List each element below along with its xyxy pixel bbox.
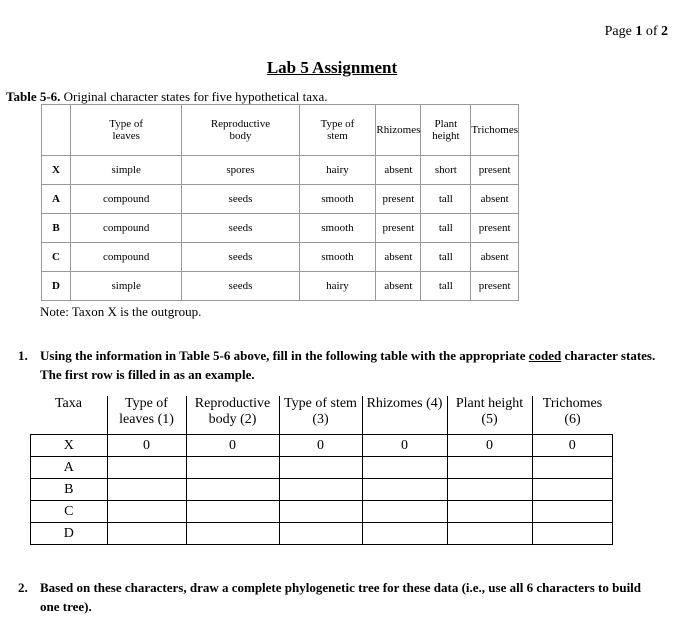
table1-header-cell: Type of leaves <box>71 105 182 156</box>
question-2-text: Based on these characters, draw a complete phylogenetic tree for these data (i.e., use all 6 characters to build one tree). <box>40 580 642 614</box>
table1-cell: tall <box>421 185 471 214</box>
table2-cell[interactable] <box>532 523 613 545</box>
table2-header-cell: Trichomes (6) <box>532 396 613 435</box>
table2-header-cell: Taxa <box>31 396 108 435</box>
table2-cell[interactable] <box>362 457 447 479</box>
table2-cell[interactable] <box>532 479 613 501</box>
table2-row <box>31 501 613 523</box>
table2-row <box>31 523 613 545</box>
table2-cell[interactable]: 0 <box>532 435 613 457</box>
question-2-number: 2. <box>18 580 28 595</box>
table2-cell[interactable] <box>279 479 362 501</box>
table2-cell[interactable] <box>186 523 279 545</box>
taxon-label: A <box>31 457 108 479</box>
table1-row <box>42 214 519 243</box>
table2-cell[interactable] <box>362 501 447 523</box>
taxon-label: B <box>42 214 71 243</box>
character-states-table <box>41 104 519 301</box>
table1-cell: compound <box>71 185 182 214</box>
question-1 <box>18 346 658 384</box>
taxon-label: C <box>42 243 71 272</box>
table2-row <box>31 457 613 479</box>
table1-cell: absent <box>471 243 519 272</box>
table1-cell: absent <box>376 156 421 185</box>
question-2 <box>18 578 658 616</box>
table1-cell: simple <box>71 156 182 185</box>
table2-cell[interactable] <box>532 501 613 523</box>
table1-header-cell: Trichomes <box>471 105 519 156</box>
taxon-label: X <box>31 435 108 457</box>
table1-cell: hairy <box>299 156 376 185</box>
table2-cell[interactable] <box>107 479 186 501</box>
table2-header-cell: Rhizomes (4) <box>362 396 447 435</box>
table2-cell[interactable] <box>107 523 186 545</box>
table1-cell: present <box>471 156 519 185</box>
table1-row <box>42 243 519 272</box>
table1-caption-label: Table 5-6. <box>6 89 61 104</box>
table2-cell[interactable] <box>107 457 186 479</box>
table1-cell: simple <box>71 272 182 301</box>
taxon-label: D <box>42 272 71 301</box>
table2-cell[interactable] <box>532 457 613 479</box>
table1-header-cell: Type of stem <box>299 105 376 156</box>
table2-header-cell: Plant height (5) <box>447 396 532 435</box>
table1-cell: smooth <box>299 185 376 214</box>
table2-cell[interactable]: 0 <box>107 435 186 457</box>
taxon-label: X <box>42 156 71 185</box>
table1-row <box>42 156 519 185</box>
table1-cell: tall <box>421 214 471 243</box>
table2-cell[interactable]: 0 <box>279 435 362 457</box>
table1-header-row <box>42 105 519 156</box>
table2-header-cell: Type of leaves (1) <box>107 396 186 435</box>
table1-cell: present <box>471 272 519 301</box>
table1-header-cell <box>42 105 71 156</box>
table1-cell: present <box>376 214 421 243</box>
outgroup-note: Note: Taxon X is the outgroup. <box>40 304 202 319</box>
table2-row <box>31 435 613 457</box>
taxon-label: D <box>31 523 108 545</box>
table2-cell[interactable]: 0 <box>186 435 279 457</box>
table1-cell: compound <box>71 243 182 272</box>
table1-cell: present <box>376 185 421 214</box>
table1-cell: tall <box>421 243 471 272</box>
coded-states-table <box>30 396 613 545</box>
table1-row <box>42 185 519 214</box>
table2-cell[interactable] <box>447 457 532 479</box>
question-1-underlined-word: coded <box>528 348 562 363</box>
table1-cell: compound <box>71 214 182 243</box>
table1-cell: seeds <box>182 185 299 214</box>
table1-cell: absent <box>376 272 421 301</box>
table1-cell: smooth <box>299 214 376 243</box>
table2-cell[interactable]: 0 <box>447 435 532 457</box>
question-1-text-end: character states. The first row is filled in as an example. <box>40 348 656 382</box>
table2-cell[interactable] <box>447 479 532 501</box>
table1-cell: absent <box>471 185 519 214</box>
table1-cell: seeds <box>182 214 299 243</box>
table1-row <box>42 272 519 301</box>
table2-cell[interactable] <box>447 523 532 545</box>
table2-cell[interactable] <box>279 523 362 545</box>
page-title: Lab 5 Assignment <box>266 58 398 77</box>
page-number: Page 1 of 2 <box>604 24 668 39</box>
table2-cell[interactable] <box>279 457 362 479</box>
question-1-number: 1. <box>18 348 28 363</box>
table2-cell[interactable] <box>362 479 447 501</box>
taxon-label: B <box>31 479 108 501</box>
table1-cell: hairy <box>299 272 376 301</box>
table2-cell[interactable] <box>186 479 279 501</box>
table2-cell[interactable] <box>186 501 279 523</box>
table1-cell: present <box>471 214 519 243</box>
table1-caption-text: Original character states for five hypothetical taxa. <box>60 89 328 104</box>
question-1-text: Using the information in Table 5-6 above, fill in the following table with the appropriate <box>40 348 529 363</box>
table1-caption <box>6 89 328 105</box>
table2-cell[interactable] <box>107 501 186 523</box>
table2-header-cell: Type of stem (3) <box>279 396 362 435</box>
taxon-label: C <box>31 501 108 523</box>
table1-cell: seeds <box>182 272 299 301</box>
table1-header-cell: Reproductive body <box>182 105 299 156</box>
table2-cell[interactable] <box>186 457 279 479</box>
table1-cell: seeds <box>182 243 299 272</box>
table1-cell: tall <box>421 272 471 301</box>
table2-header-cell: Reproductive body (2) <box>186 396 279 435</box>
table2-header-row <box>31 396 613 435</box>
table1-cell: spores <box>182 156 299 185</box>
table1-cell: absent <box>376 243 421 272</box>
table2-cell[interactable]: 0 <box>362 435 447 457</box>
table1-header-cell: Plant height <box>421 105 471 156</box>
table2-cell[interactable] <box>447 501 532 523</box>
table2-cell[interactable] <box>362 523 447 545</box>
table1-cell: smooth <box>299 243 376 272</box>
taxon-label: A <box>42 185 71 214</box>
table1-header-cell: Rhizomes <box>376 105 421 156</box>
table2-row <box>31 479 613 501</box>
table2-cell[interactable] <box>279 501 362 523</box>
table1-cell: short <box>421 156 471 185</box>
